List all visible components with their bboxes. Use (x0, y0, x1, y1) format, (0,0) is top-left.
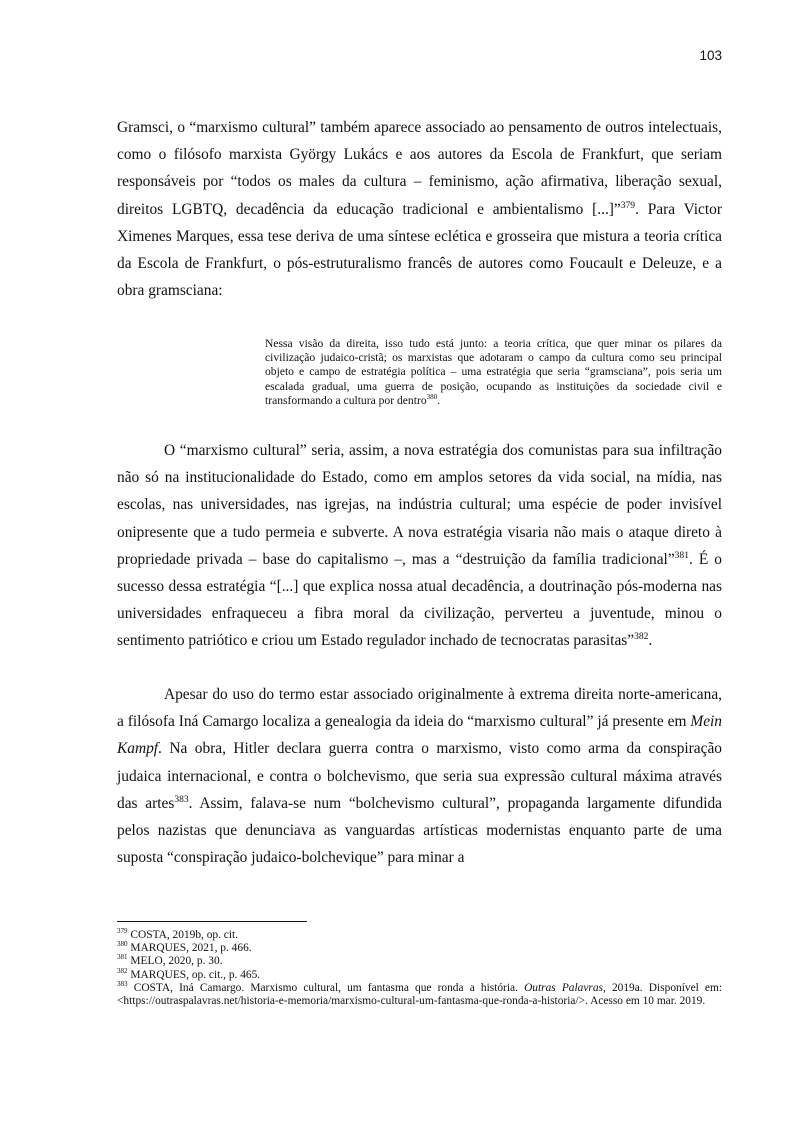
footnote-journal-title: Outras Palavras (524, 981, 603, 994)
paragraph-3-text-b: . Na obra, Hitler declara guerra contra o marxismo, visto como arma da conspiração judaica internacional, e contra o bolchevismo, que seria sua expressão cultural máxima através das artes (117, 740, 722, 812)
blockquote-end: . (437, 393, 440, 407)
footnote-number: 382 (117, 966, 128, 975)
footnote-ref-381[interactable]: 381 (674, 549, 689, 561)
paragraph-1-text-a: Gramsci, o “marxismo cultural” também aparece associado ao pensamento de outros intelectuais, como o filósofo marxista György Lukács e aos autores da Escola de Frankfurt, que seriam responsáveis por “todos os males da cultura – feminismo, ação afirmativa, liberação sexual, direitos LGBTQ, decadência da educação tradicional e ambientalismo [...]” (117, 119, 722, 218)
footnote-382 (117, 966, 722, 982)
footnote-ref-383[interactable]: 383 (174, 793, 189, 805)
footnotes (117, 929, 722, 1008)
footnote-ref-380[interactable]: 380 (426, 392, 438, 401)
paragraph-2-end: . (648, 632, 653, 650)
paragraph-2-text-a: O “marxismo cultural” seria, assim, a nova estratégia dos comunistas para sua infiltração não só na institucionalidade do Estado, como em amplos setores da vida social, na mídia, nas escolas, nas universidades, nas igrejas, na indústria cultural; uma espécie de poder invisível onipresente que a tudo permeia e subverte. A nova estratégia visaria não mais o ataque direto à propriedade privada – base do capitalismo –, mas a “destruição da família tradicional” (117, 442, 722, 568)
footnote-text: COSTA, 2019b, op. cit. (127, 929, 239, 941)
footnote-379 (117, 929, 722, 942)
paragraph-3-text-a: Apesar do uso do termo estar associado originalmente à extrema direita norte-americana, a filósofa Iná Camargo localiza a genealogia da ideia do “marxismo cultural” já presente em (117, 686, 722, 731)
paragraph-2-text-b: . É o sucesso dessa estratégia “[...] que explica nossa atual decadência, a doutrinação pós-moderna nas universidades enfraqueceu a fibra moral da civilização, perverteu a juventude, minou o sentimento patriótico e criou um Estado regulador inchado de tecnocratas parasitas” (117, 550, 723, 650)
footnote-380 (117, 942, 722, 955)
footnote-text-b[interactable]: , 2019a. Disponível em: <https://outraspalavras.net/historia-e-memoria/marxismo-cultural-um-fantasma-que-ronda-a-historia/>. Acesso em 10 mar. 2019. (117, 981, 723, 1008)
footnote-number: 381 (117, 953, 128, 962)
footnote-text: MARQUES, 2021, p. 466. (127, 942, 252, 955)
paragraph-3-text-c: . Assim, falava-se num “bolchevismo cultural”, propaganda largamente difundida pelos nazistas que denunciava as vanguardas artísticas modernistas enquanto parte de uma suposta “conspiração judaico-bolchevique” para minar a (117, 794, 722, 867)
footnote-ref-379[interactable]: 379 (620, 199, 636, 211)
page-number: 103 (699, 48, 722, 63)
paragraph-1 (117, 114, 722, 304)
paragraph-3 (117, 681, 722, 871)
footnote-text-a: COSTA, Iná Camargo. Marxismo cultural, um fantasma que ronda a história. (127, 981, 525, 994)
paragraph-1-text-b: . Para Victor Ximenes Marques, essa tese deriva de uma síntese eclética e grosseira que mistura a teoria crítica da Escola de Frankfurt, o pós-estruturalismo francês de autores como Foucault e Deleuze, e a obra gramsciana: (117, 200, 722, 300)
footnote-number: 380 (117, 940, 128, 949)
footnote-381 (117, 955, 722, 968)
blockquote-text: Nessa visão da direita, isso tudo está junto: a teoria crítica, que quer minar os pilares da civilização judaico-cristã; os marxistas que adotaram o campo da cultura como seu principal objeto e campo de estratégia política – uma estratégia que seria “gramsciana”, pois seria um escalada gradual, uma guerra de posição, ocupando as instituições da sociedade civil e transformando a cultura por dentro (265, 337, 722, 407)
paragraph-3-book-title: Mein Kampf (117, 713, 722, 758)
footnote-ref-382[interactable]: 382 (634, 631, 649, 643)
footnote-text: MARQUES, op. cit., p. 465. (127, 968, 261, 981)
footnote-text: MELO, 2020, p. 30. (127, 955, 223, 968)
footnote-number: 379 (117, 927, 128, 936)
blockquote (265, 337, 722, 408)
footnote-383 (117, 982, 722, 1008)
footnote-number: 383 (117, 980, 128, 989)
footnote-separator (117, 921, 307, 922)
paragraph-2 (117, 437, 722, 655)
